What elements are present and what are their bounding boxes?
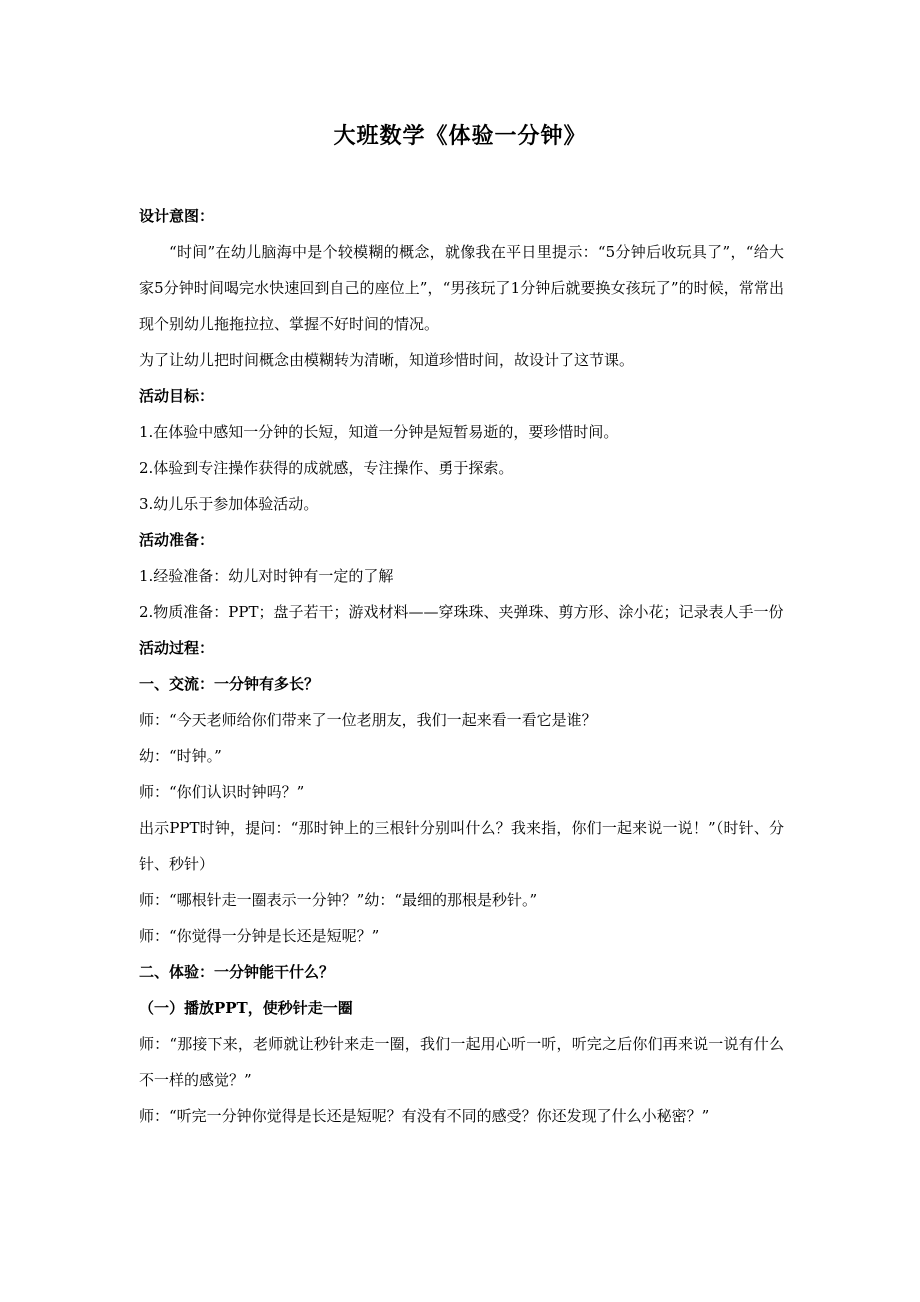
goal-item-1: 1.在体验中感知一分钟的长短，知道一分钟是短暂易逝的，要珍惜时间。 xyxy=(139,423,619,441)
part-2-heading: 二、体验：一分钟能干什么？ xyxy=(139,963,335,981)
part-1-line-4: 出示PPT时钟，提问：“那时钟上的三根针分别叫什么？我来指，你们一起来说一说！”（时针、分针、秒针） xyxy=(139,819,784,873)
part-2-line-2: 师：“听完一分钟你觉得是长还是短呢？有没有不同的感受？你还发现了什么小秘密？” xyxy=(139,1107,710,1125)
preparation-heading: 活动准备： xyxy=(139,531,215,549)
goal-item-3: 3.幼儿乐于参加体验活动。 xyxy=(139,495,319,513)
part-1-heading: 一、交流：一分钟有多长？ xyxy=(139,675,320,693)
part-1-line-6: 师：“你觉得一分钟是长还是短呢？” xyxy=(139,927,380,945)
part-1-line-5: 师：“哪根针走一圈表示一分钟？”幼：“最细的那根是秒针。” xyxy=(139,891,538,909)
part-1-line-1: 师：“今天老师给你们带来了一位老朋友，我们一起来看一看它是谁？ xyxy=(139,711,597,729)
design-intent-heading: 设计意图： xyxy=(139,207,215,225)
part-2-line-1: 师：“那接下来，老师就让秒针来走一圈，我们一起用心听一听，听完之后你们再来说一说有什么不一样的感觉？” xyxy=(139,1035,784,1089)
part-1-line-3: 师：“你们认识时钟吗？” xyxy=(139,783,305,801)
design-intent-paragraph-2: 为了让幼儿把时间概念由模糊转为清晰，知道珍惜时间，故设计了这节课。 xyxy=(139,351,635,369)
preparation-item-1: 1.经验准备：幼儿对时钟有一定的了解 xyxy=(139,567,394,585)
goals-heading: 活动目标： xyxy=(139,387,215,405)
preparation-item-2: 2.物质准备：PPT；盘子若干；游戏材料——穿珠珠、夹弹珠、剪方形、涂小花；记录表人手一份 xyxy=(139,603,784,621)
document-title: 大班数学《体验一分钟》 xyxy=(333,123,587,149)
goal-item-2: 2.体验到专注操作获得的成就感，专注操作、勇于探索。 xyxy=(139,459,514,477)
part-2-subheading-1: （一）播放PPT，使秒针走一圈 xyxy=(139,999,353,1017)
document-body xyxy=(139,198,784,1134)
part-1-line-2: 幼：“时钟。” xyxy=(139,747,222,765)
process-heading: 活动过程： xyxy=(139,639,215,657)
design-intent-paragraph-1: “时间”在幼儿脑海中是个较模糊的概念，就像我在平日里提示：“5分钟后收玩具了”，“给大家5分钟时间喝完水快速回到自己的座位上”，“男孩玩了1分钟后就要换女孩玩了”的时候，常常出现个别幼儿拖拖拉拉、掌握不好时间的情况。 xyxy=(139,243,784,333)
